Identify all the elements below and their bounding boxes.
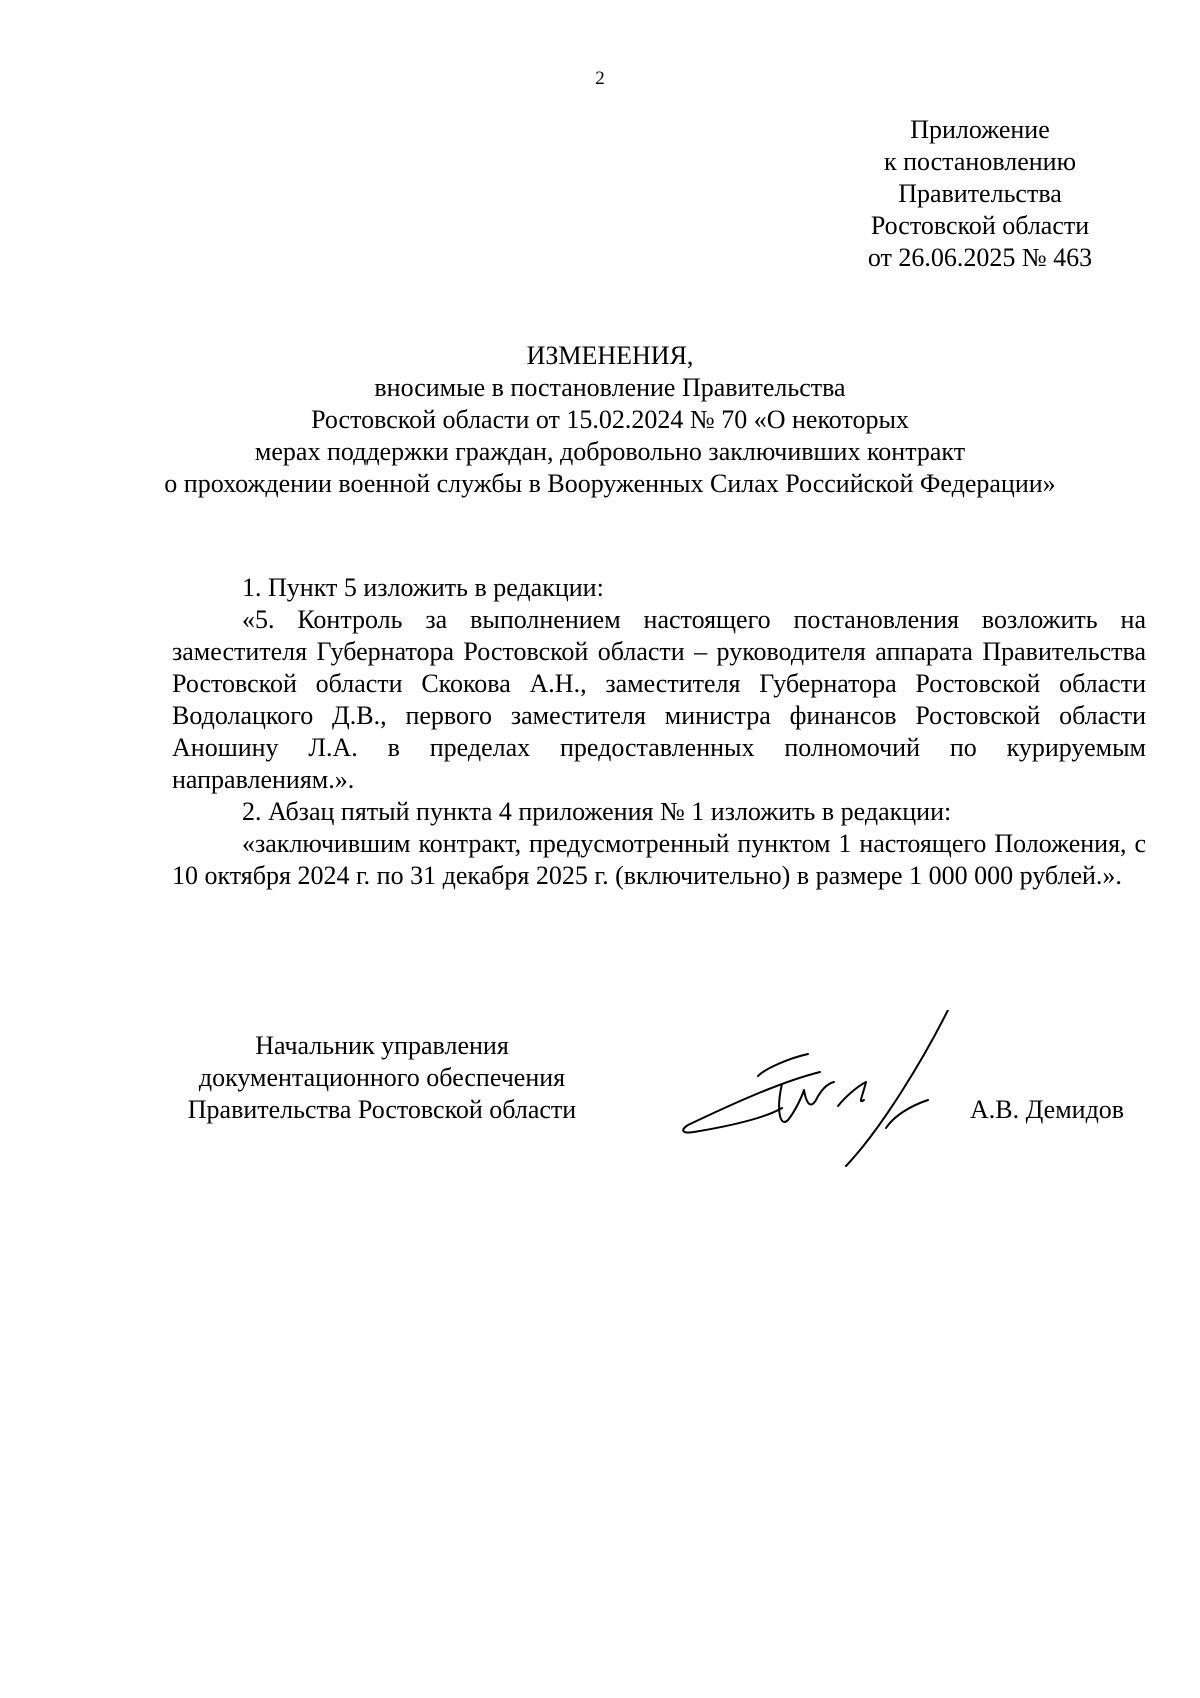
title-heading: ИЗМЕНЕНИЯ, [526,341,694,370]
appendix-line: Ростовской области [870,211,1090,240]
body-paragraph: «5. Контроль за выполнением настоящего постановления возложить на заместителя Губернатора Ростовской области – руководителя аппарата Правительства Ростовской области Скокова А.Н., заместителя Губернатора Ростовской области Водолацкого Д.В., первого заместителя министра финансов Ростовской области Аношину Л.А. в пределах предоставленных полномочий по курируемым направлениям.». [172,605,1146,794]
document-title [110,340,1110,500]
title-line: Ростовской области от 15.02.2024 № 70 «О некоторых [311,405,909,434]
body-paragraph: «заключившим контракт, предусмотренный пунктом 1 настоящего Положения, с 10 октября 2024 г. по 31 декабря 2025 г. (включительно) в размере 1 000 000 рублей.». [172,829,1146,890]
appendix-line: от 26.06.2025 № 463 [867,243,1093,272]
handwritten-signature [670,1010,970,1170]
signatory-position [172,1030,592,1126]
title-line: о прохождении военной службы в Вооруженных Силах Российской Федерации» [164,469,1056,498]
appendix-line: Приложение [910,115,1050,144]
position-line: Правительства Ростовской области [187,1095,577,1124]
appendix-line: к постановлению [883,147,1077,176]
title-line: вносимые в постановление Правительства [374,373,846,402]
appendix-block [800,114,1160,274]
position-line: документационного обеспечения [198,1063,566,1092]
document-body [172,572,1146,892]
position-line: Начальник управления [255,1031,509,1060]
body-paragraph: 2. Абзац пятый пункта 4 приложения № 1 изложить в редакции: [242,797,952,826]
body-paragraph: 1. Пункт 5 изложить в редакции: [242,573,604,602]
title-line: мерах поддержки граждан, добровольно заключивших контракт [254,437,966,466]
signatory-name: А.В. Демидов [970,1095,1125,1124]
page-number: 2 [595,68,605,89]
appendix-line: Правительства [898,179,1062,208]
